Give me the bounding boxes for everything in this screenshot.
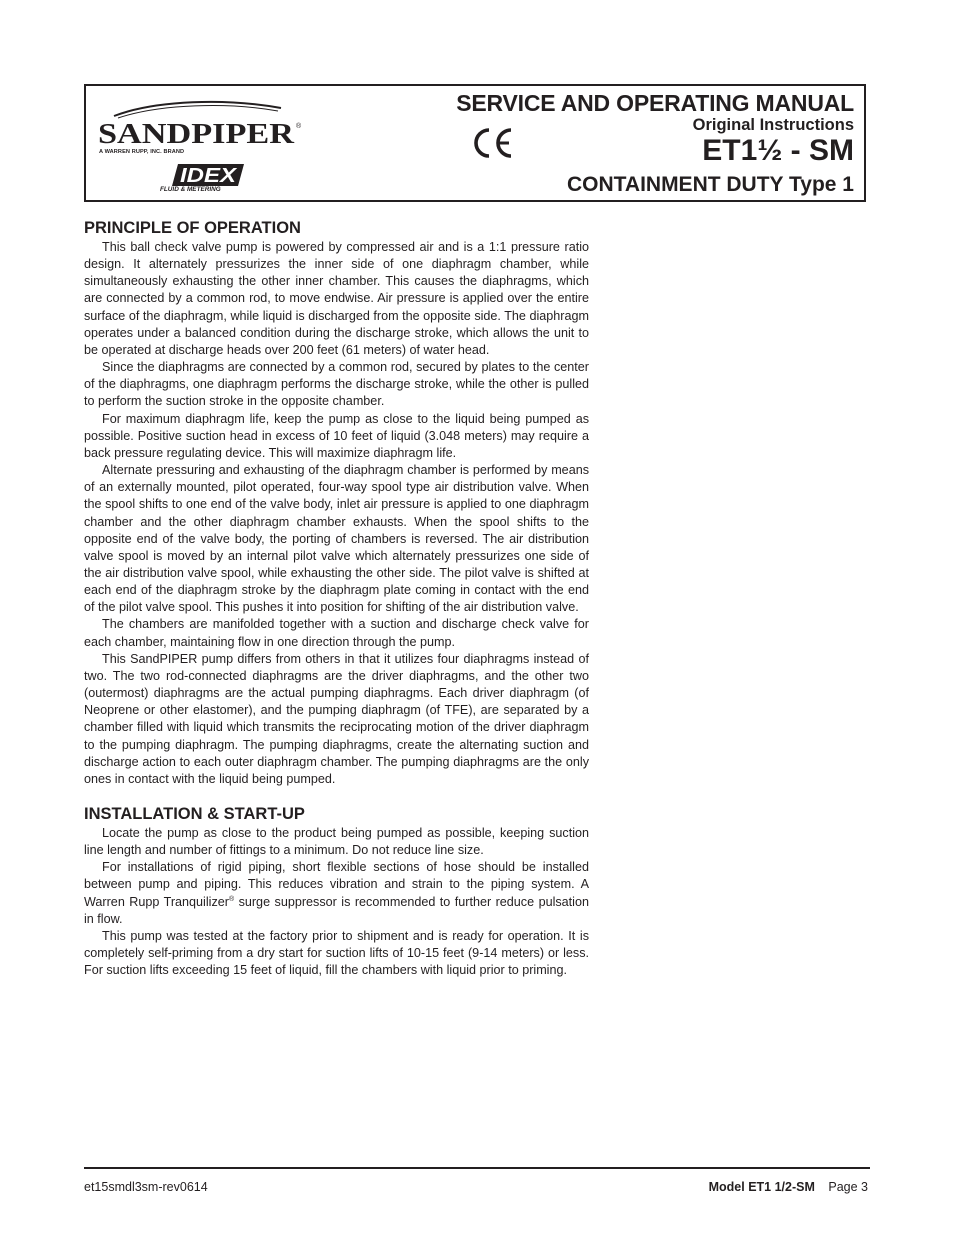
paragraph: The chambers are manifolded together with a suction and discharge check valve for each chamber, maintaining flow in one direction through the pump.	[84, 617, 589, 649]
section-heading-principle: PRINCIPLE OF OPERATION	[84, 219, 301, 237]
registered-mark: ®	[296, 123, 302, 130]
registered-mark: ®	[228, 895, 235, 903]
idex-logo	[172, 164, 244, 186]
body-column	[84, 218, 589, 979]
idex-subtitle: FLUID & METERING	[160, 186, 221, 193]
paragraph: This pump was tested at the factory prior to shipment and is ready for operation. It is completely self-priming from a dry start for suction lifts of 10-15 feet (9-14 meters) or less. For suction lifts exceeding 15 feet of liquid, fill the chambers with liquid prior to priming.	[84, 928, 589, 978]
paragraph: Locate the pump as close to the product being pumped as possible, keeping suction line length and number of fittings to a minimum. Do not reduce line size.	[84, 826, 589, 858]
sandpiper-logo	[96, 94, 311, 150]
logo-area	[96, 94, 316, 198]
footer-rule	[84, 1167, 870, 1169]
section-heading-installation: INSTALLATION & START-UP	[84, 805, 305, 823]
paragraph: Since the diaphragms are connected by a common rod, secured by plates to the center of the diaphragms, one diaphragm performs the discharge stroke, while the other is pulled to perform the suction stroke in the opposite chamber.	[84, 360, 589, 409]
page-number: Page 3	[828, 1180, 868, 1194]
title-block	[456, 90, 854, 168]
brand-subtitle: A WARREN RUPP, INC. BRAND	[99, 149, 185, 155]
paragraph: This SandPIPER pump differs from others in that it utilizes four diaphragms instead of two. The two rod-connected diaphragms are the driver diaphragms, and the other two (outermost) diaphragms are the actual pumping diaphragms. Each driver diaphragm (of Neoprene or other elastomer), and the pumping diaphragm (of TFE), are separated by a chamber filled with liquid which transmits the reciprocating motion of the driver diaphragm to the pumping diaphragm. The pumping diaphragms, create the alternating suction and discharge action to each outer diaphragm chamber. The pumping diaphragms are the only ones in contact with the liquid being pumped.	[84, 651, 589, 786]
document-code: et15smdl3sm-rev0614	[84, 1180, 208, 1194]
tranquilizer-text-before: For installations of rigid piping, short flexible sections of hose should be installed between pump and piping. This reduces vibration and strain to the piping system. A Warren Rupp Tranquilizer	[84, 860, 589, 909]
manual-title: SERVICE AND OPERATING MANUAL	[456, 90, 854, 116]
duty-title: CONTAINMENT DUTY Type 1	[566, 173, 854, 196]
brand-name: SANDPIPER	[98, 118, 296, 150]
footer-model: Model ET1 1/2-SM	[708, 1180, 815, 1194]
paragraph: For maximum diaphragm life, keep the pump as close to the liquid being pumped as possible. Positive suction head in excess of 10 feet of liquid (3.048 meters) may require a back pressure regulating device. This will maximize diaphragm life.	[84, 411, 589, 460]
paragraph: This ball check valve pump is powered by compressed air and is a 1:1 pressure ratio design. It alternately pressurizes the inner side of one diaphragm chamber, while simultaneously exhausting the other inner chamber. This causes the diaphragms, which are connected by a common rod, to move endwise. Air pressure is applied over the entire surface of the diaphragm, while liquid is discharged from the opposite side. The diaphragm operates under a balanced condition during the discharge stroke, which allows the unit to be operated at discharge heads over 200 feet (61 meters) of water head.	[84, 240, 589, 357]
footer-page-info	[709, 1180, 868, 1194]
model-title: ET1½ - SM	[702, 134, 854, 167]
tranquilizer-text-after: surge suppressor is recommended to further reduce pulsation in flow.	[84, 894, 589, 926]
paragraph: Alternate pressuring and exhausting of the diaphragm chamber is performed by means of an externally mounted, pilot operated, four-way spool type air distribution valve. When the spool shifts to one end of the valve body, inlet air pressure is applied to one diaphragm chamber and the other diaphragm chamber exhausts. When the spool shifts to the opposite end of the valve body, the porting of chambers is reversed. The air distribution valve spool is moved by an internal pilot valve which alternately pressurizes one side of the air distribution valve spool, while exhausting the other side. The pilot valve is shifted at each end of the diaphragm stroke by the diaphragm plate coming in contact with the end of the pilot valve spool. This pushes it into position for shifting of the air distribution valve.	[84, 463, 589, 615]
paragraph-tranquilizer	[84, 859, 589, 928]
idex-name: IDEX	[180, 165, 238, 186]
original-instructions: Original Instructions	[692, 116, 854, 134]
header-box	[84, 84, 866, 202]
